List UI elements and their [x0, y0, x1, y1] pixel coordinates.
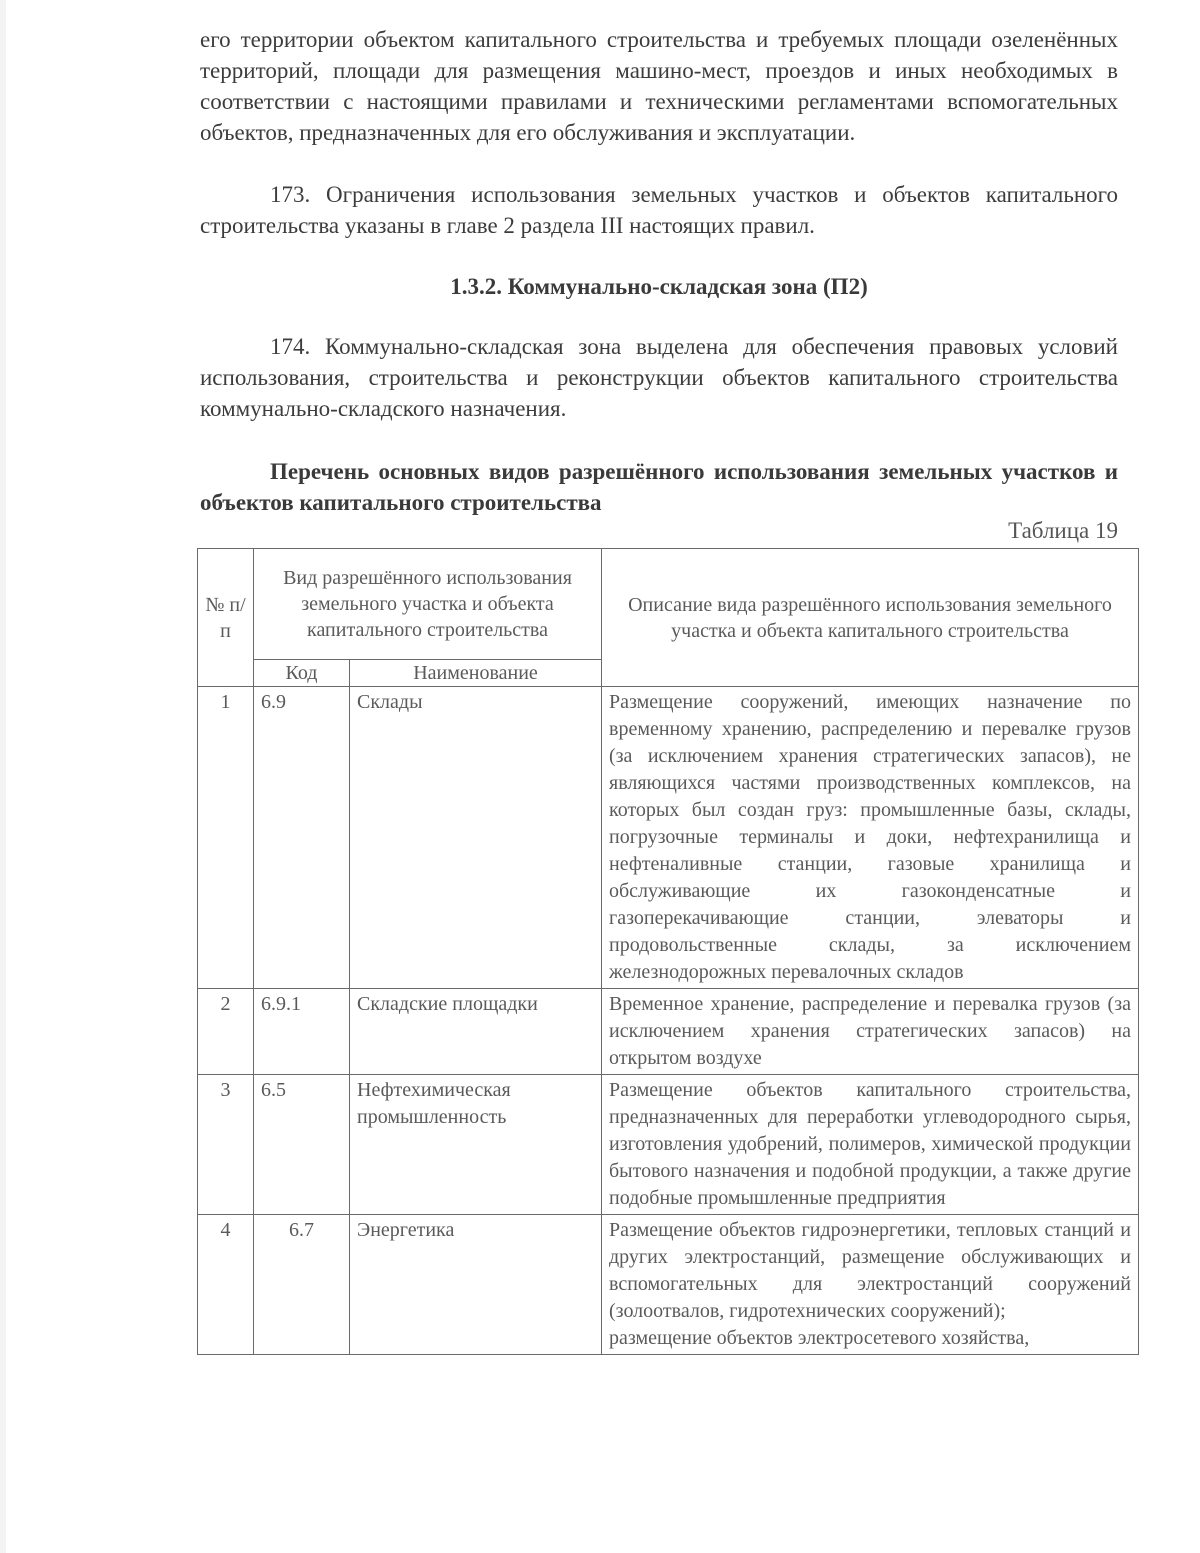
- row-description: Временное хранение, распределение и перевалка грузов (за исключением хранения стратегических запасов) на открытом воздухе: [602, 989, 1139, 1075]
- row-description-continuation: размещение объектов электросетевого хозяйства,: [609, 1327, 1030, 1349]
- row-code: 6.5: [254, 1075, 350, 1215]
- row-code: 6.9.1: [254, 989, 350, 1075]
- row-name: Склады: [350, 687, 602, 989]
- row-name: Нефтехимическая промышленность: [350, 1075, 602, 1215]
- header-name: Наименование: [350, 660, 602, 687]
- table-header-row: [198, 549, 1139, 660]
- row-num: 3: [198, 1075, 254, 1215]
- table-caption: Таблица 19: [1008, 518, 1118, 543]
- row-num: 2: [198, 989, 254, 1075]
- permitted-use-table: [197, 548, 1139, 1355]
- table-row: [198, 1075, 1139, 1215]
- row-code: 6.9: [254, 687, 350, 989]
- row-name: Энергетика: [350, 1215, 602, 1355]
- row-description: [602, 1215, 1139, 1355]
- row-num: 1: [198, 687, 254, 989]
- row-description: Размещение сооружений, имеющих назначение по временному хранению, распределению и перевалке грузов (за исключением хранения стратегических запасов), не являющихся частями производственных комплексов, на которых был создан груз: промышленные базы, склады, погрузочные терминалы и доки, нефтехранилища и нефтеналивные станции, газовые хранилища и обслуживающие их газоконденсатные и газоперекачивающие станции, элеваторы и продовольственные склады, за исключением железнодорожных перевалочных складов: [602, 687, 1139, 989]
- header-description: Описание вида разрешённого использования земельного участка и объекта капитального строительства: [602, 549, 1139, 687]
- paragraph-continuation: его территории объектом капитального строительства и требуемых площади озеленённых территорий, площади для размещения машино-мест, проездов и иных необходимых в соответствии с настоящими правилами и техническими регламентами вспомогательных объектов, предназначенных для его обслуживания и эксплуатации.: [200, 27, 1118, 145]
- header-code: Код: [254, 660, 350, 687]
- table-row: [198, 687, 1139, 989]
- row-description: Размещение объектов капитального строительства, предназначенных для переработки углеводородного сырья, изготовления удобрений, полимеров, химической продукции бытового назначения и подобной продукции, а также другие подобные промышленные предприятия: [602, 1075, 1139, 1215]
- paragraph-174: 174. Коммунально-складская зона выделена для обеспечения правовых условий использования, строительства и реконструкции объектов капитального строительства коммунально-складского назначения.: [200, 334, 1118, 421]
- list-title: Перечень основных видов разрешённого использования земельных участков и объектов капитального строительства: [200, 459, 1118, 515]
- header-num: № п/п: [198, 549, 254, 687]
- row-code: 6.7: [254, 1215, 350, 1355]
- row-num: 4: [198, 1215, 254, 1355]
- section-heading: 1.3.2. Коммунально-складская зона (П2): [450, 274, 868, 299]
- row-name: Складские площадки: [350, 989, 602, 1075]
- paragraph-173: 173. Ограничения использования земельных участков и объектов капитального строительства указаны в главе 2 раздела III настоящих правил.: [200, 182, 1118, 238]
- header-kind: Вид разрешённого использования земельного участка и объекта капитального строительства: [254, 549, 602, 660]
- row-description-part: Размещение объектов гидроэнергетики, тепловых станций и других электростанций, размещение обслуживающих и вспомогательных для электростанций сооружений (золоотвалов, гидротехнических сооружений);: [609, 1219, 1131, 1322]
- scan-edge-shadow: [0, 0, 6, 1553]
- table-row: [198, 1215, 1139, 1355]
- table-row: [198, 989, 1139, 1075]
